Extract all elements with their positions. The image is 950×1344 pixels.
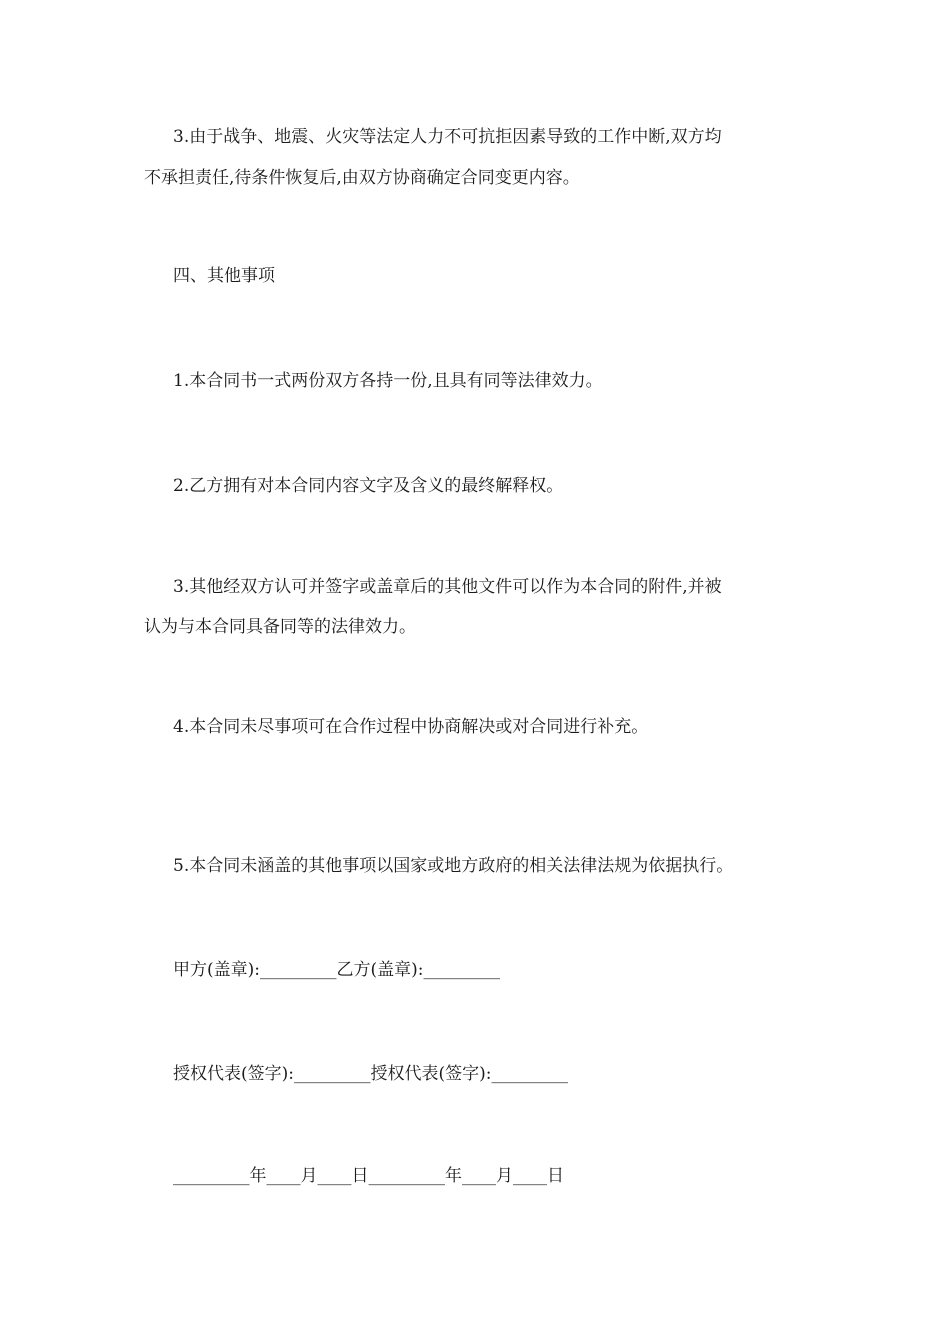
clause-4-3-line-1: 3.其他经双方认可并签字或盖章后的其他文件可以作为本合同的附件,并被: [173, 577, 722, 597]
clause-4-3-line-2: 认为与本合同具备同等的法律效力。: [144, 617, 416, 637]
signature-representative-line: 授权代表(签字):_________授权代表(签字):_________: [173, 1064, 568, 1084]
section-4-heading: 四、其他事项: [173, 266, 275, 286]
signature-date-line: _________年____月____日_________年____月____日: [173, 1166, 564, 1186]
clause-4-5: 5.本合同未涵盖的其他事项以国家或地方政府的相关法律法规为依据执行。: [173, 856, 734, 876]
clause-4-1: 1.本合同书一式两份双方各持一份,且具有同等法律效力。: [173, 371, 603, 391]
clause-4-2: 2.乙方拥有对本合同内容文字及含义的最终解释权。: [173, 476, 564, 496]
signature-seal-line: 甲方(盖章):_________乙方(盖章):_________: [173, 960, 500, 980]
clause-4-4: 4.本合同未尽事项可在合作过程中协商解决或对合同进行补充。: [173, 717, 649, 737]
clause-3-3-line-2: 不承担责任,待条件恢复后,由双方协商确定合同变更内容。: [144, 168, 580, 188]
clause-3-3-line-1: 3.由于战争、地震、火灾等法定人力不可抗拒因素导致的工作中断,双方均: [173, 127, 722, 147]
